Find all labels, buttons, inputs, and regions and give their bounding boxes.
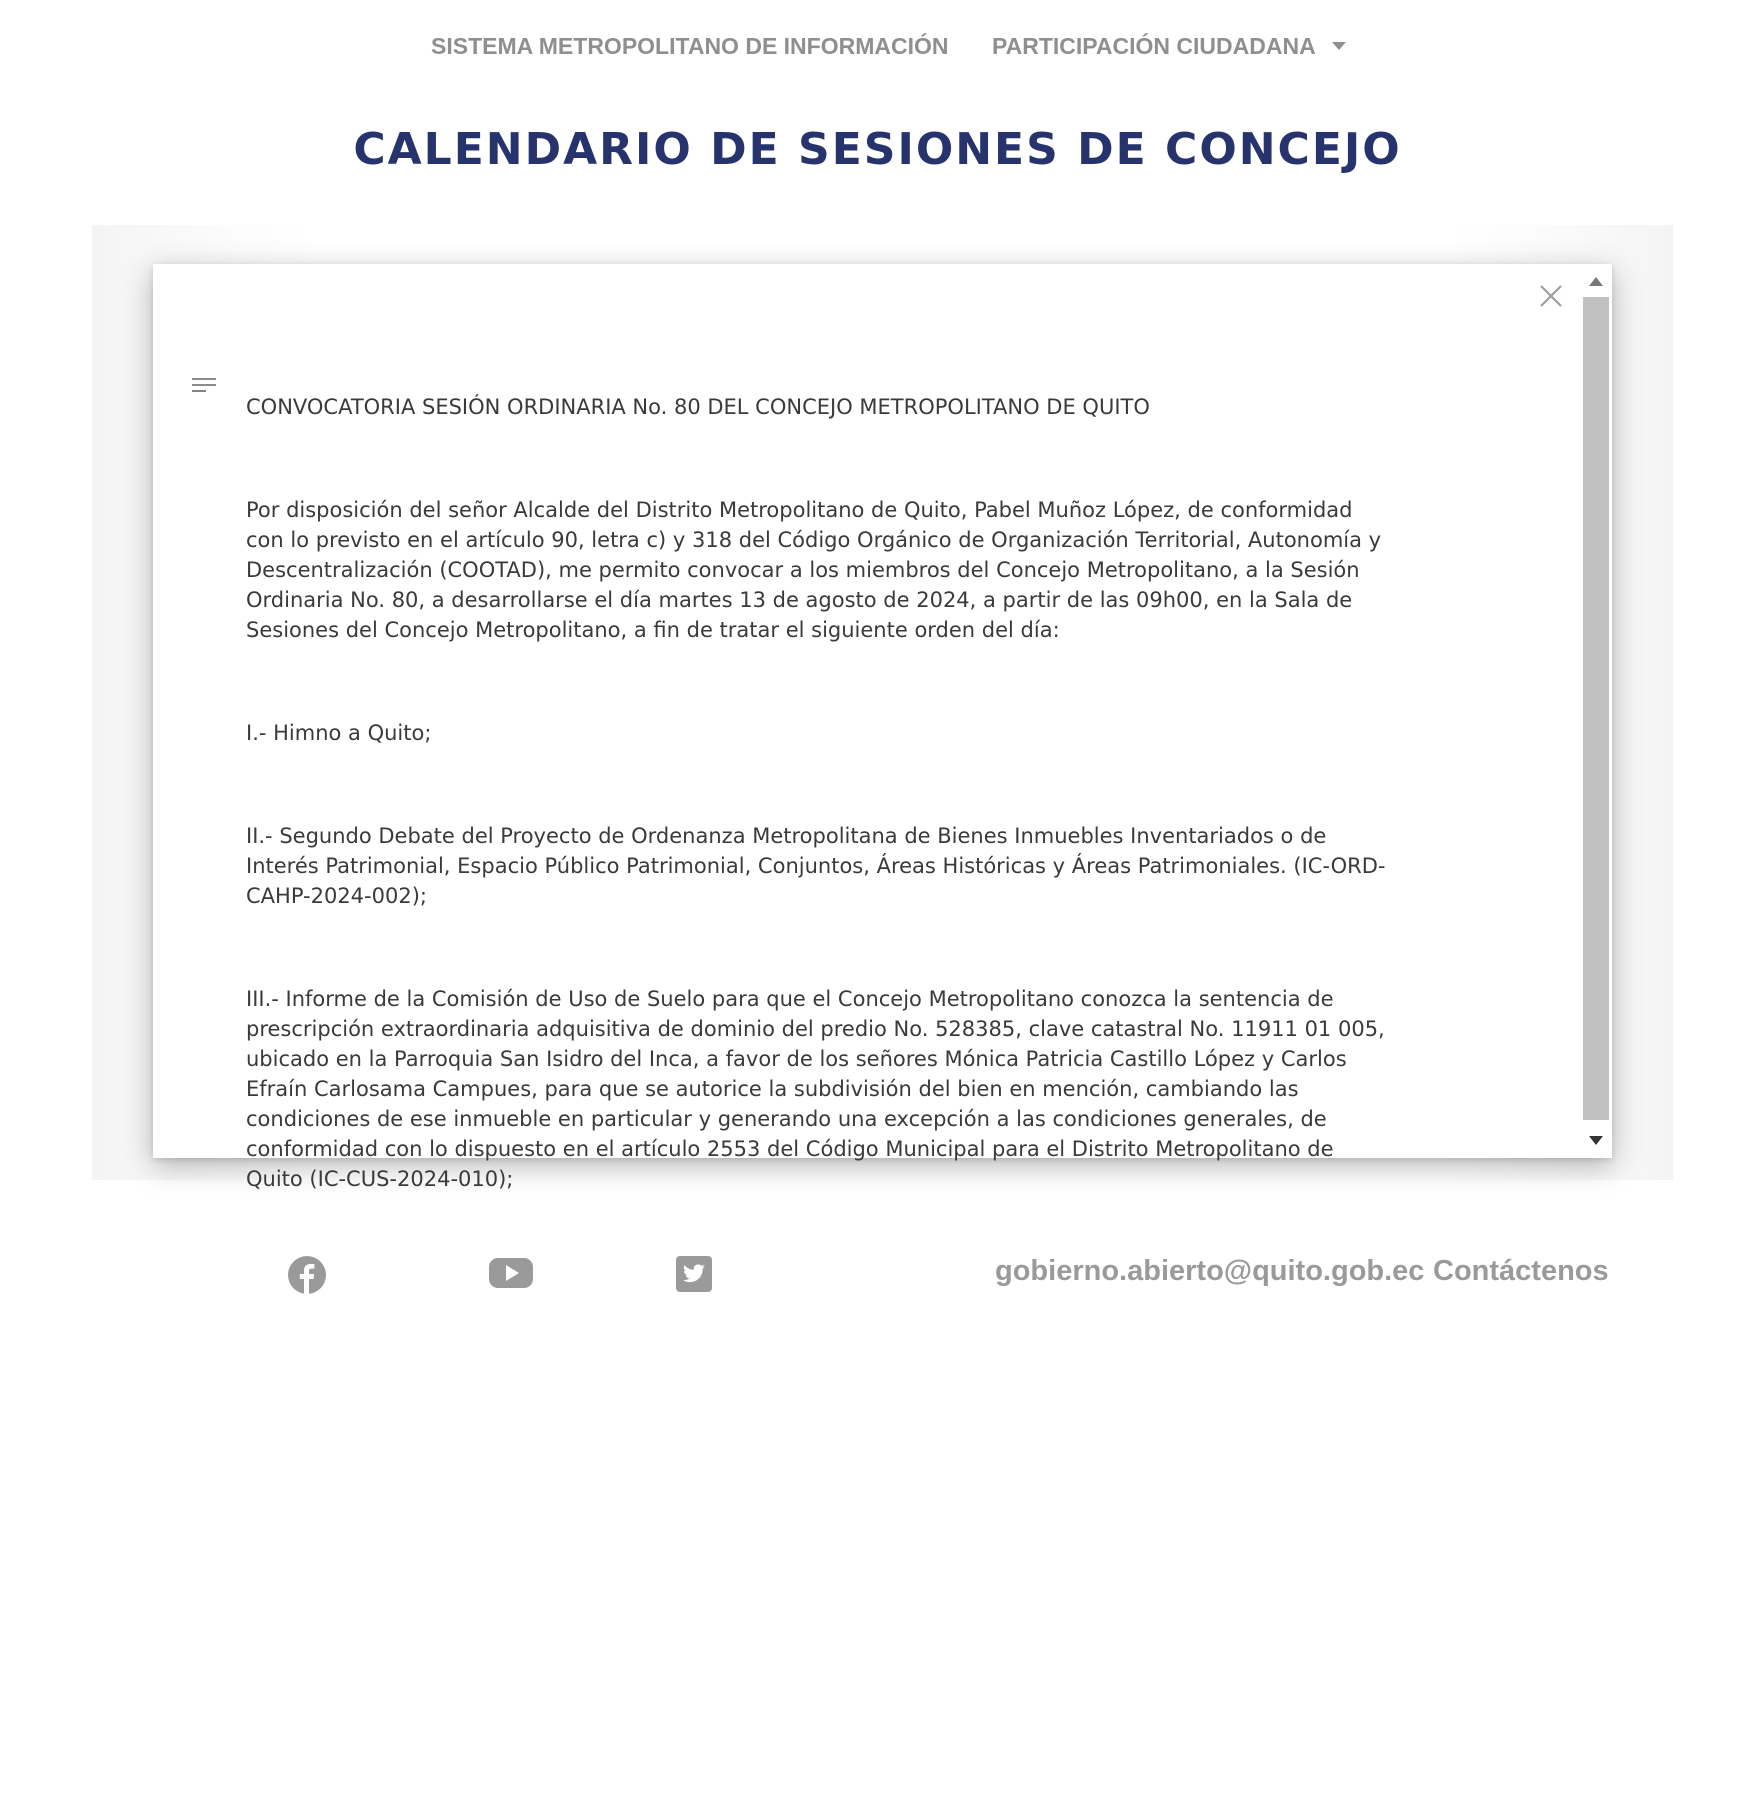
convocatoria-popup <box>153 264 1612 1191</box>
facebook-icon[interactable] <box>288 1256 326 1299</box>
agenda-item: III.- Informe de la Comisión de Uso de Suelo para que el Concejo Metropolitano conozca la sentencia de prescripción extraordinaria adquisitiva de dominio del predio No. 528385, clave catastral No. 11911 01 005, ubicado en la Parroquia San Isidro del Inca, a favor de los señores Mónica Patricia Castillo López y Carlos Efraín Carlosama Campues, para que se autorice la subdivisión del bien en mención, cambiando las condiciones de ese inmueble en particular y generando una excepción a las condiciones generales, de conformidad con lo dispuesto en el artículo 2553 del Código Municipal para el Distrito Metropolitano de Quito (IC-CUS-2024-010); <box>246 987 1385 1191</box>
scroll-up-arrow-icon[interactable] <box>1589 277 1603 286</box>
top-navigation <box>0 28 1755 64</box>
menu-lines-icon[interactable] <box>191 376 217 396</box>
youtube-icon[interactable] <box>489 1256 533 1295</box>
agenda-item: I.- Himno a Quito; <box>246 721 432 745</box>
chevron-down-icon <box>1332 42 1346 50</box>
convocatoria-heading: CONVOCATORIA SESIÓN ORDINARIA No. 80 DEL CONCEJO METROPOLITANO DE QUITO <box>246 395 1150 419</box>
nav-item-label: PARTICIPACIÓN CIUDADANA <box>992 33 1316 59</box>
scrollbar-thumb[interactable] <box>1583 297 1609 1120</box>
popup-content <box>246 392 1396 1194</box>
popup-scrollbar[interactable] <box>1580 264 1612 1158</box>
scroll-down-arrow-icon[interactable] <box>1589 1136 1603 1145</box>
convocatoria-intro: Por disposición del señor Alcalde del Distrito Metropolitano de Quito, Pabel Muñoz López, de conformidad con lo previsto en el artículo 90, letra c) y 318 del Código Orgánico de Organización Territorial, Autonomía y Descentralización (COOTAD), me permito convocar a los miembros del Concejo Metropolitano, a la Sesión Ordinaria No. 80, a desarrollarse el día martes 13 de agosto de 2024, a partir de las 09h00, en la Sala de Sesiones del Concejo Metropolitano, a fin de tratar el siguiente orden del día: <box>246 498 1382 642</box>
page-title: CALENDARIO DE SESIONES DE CONCEJO <box>353 124 1402 175</box>
agenda-item: II.- Segundo Debate del Proyecto de Ordenanza Metropolitana de Bienes Inmuebles Inventariados o de Interés Patrimonial, Espacio Público Patrimonial, Conjuntos, Áreas Históricas y Áreas Patrimoniales. (IC-ORD-CAHP-2024-002); <box>246 824 1386 908</box>
nav-item-participacion-ciudadana[interactable] <box>992 28 1346 64</box>
close-icon[interactable] <box>1537 282 1565 310</box>
footer-contact-link[interactable]: Contáctenos <box>1433 1255 1609 1287</box>
nav-item-sistema-metropolitano[interactable]: SISTEMA METROPOLITANO DE INFORMACIÓN <box>431 33 949 59</box>
twitter-icon[interactable] <box>676 1256 712 1297</box>
footer-email-link[interactable]: gobierno.abierto@quito.gob.ec <box>995 1255 1425 1287</box>
